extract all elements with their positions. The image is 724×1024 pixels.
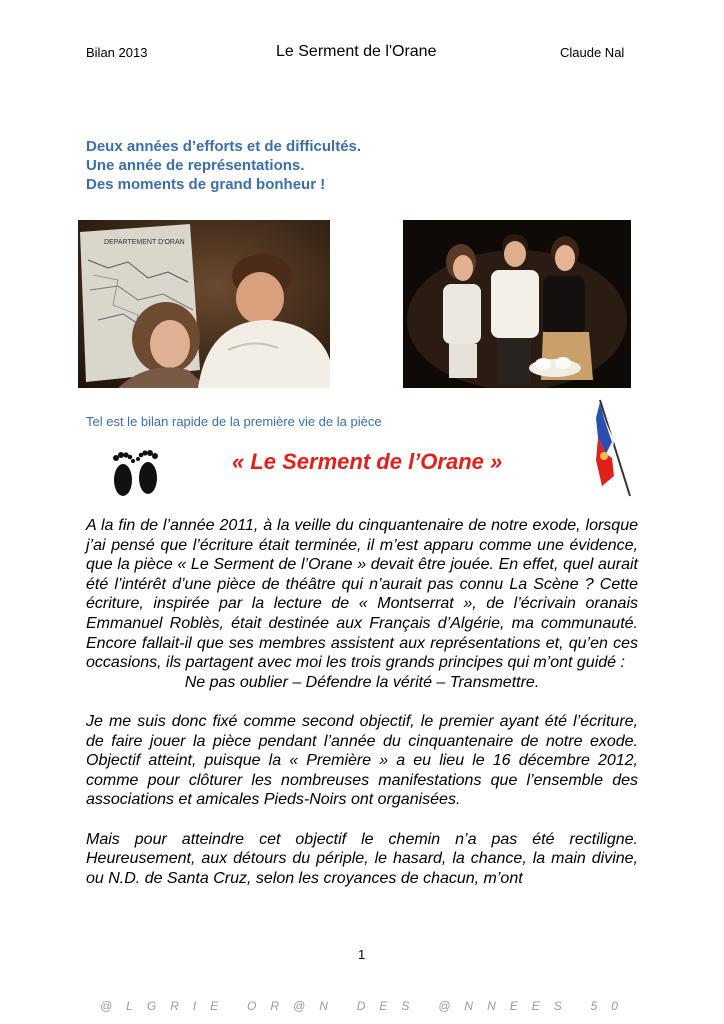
motto: Ne pas oublier – Défendre la vérité – Transmettre. — [184, 673, 540, 691]
footer-watermark — [100, 999, 632, 1013]
footprints-icon — [108, 444, 162, 500]
footer-word: @NNEES — [438, 999, 576, 1013]
header-author: Claude Nal — [560, 45, 625, 60]
headline: Une année de représentations. — [86, 157, 305, 174]
photo-actors-map-image — [78, 220, 330, 388]
body-text — [86, 516, 638, 908]
headline: Deux années d’efforts et de difficultés. — [86, 138, 362, 155]
footer-word: 50 — [590, 999, 632, 1013]
photo-three-actors — [403, 220, 631, 388]
play-title: « Le Serment de l’Orane » — [232, 449, 503, 474]
photo-actors-map — [78, 220, 330, 388]
page-number: 1 — [358, 947, 366, 962]
intro-text: Tel est le bilan rapide de la première vie de la pièce — [86, 414, 382, 429]
french-flag-icon — [592, 398, 636, 498]
header-title: Le Serment de l'Orane — [276, 43, 437, 60]
paragraph: Je me suis donc fixé comme second objectif, le premier ayant été l’écriture, de faire jouer la pièce pendant l’année du cinquantenaire de notre exode. Objectif atteint, puisque la « Première » a eu lieu le 16 décembre 2012, comme pour clôturer les nombreuses manifestations que l’ensemble des associations et amicales Pieds-Noirs ont organisées. — [86, 712, 638, 809]
footer-word: OR@N — [247, 999, 342, 1013]
paragraph-text: A la fin de l’année 2011, à la veille du cinquantenaire de notre exode, lorsque j’ai pensé que l’écriture était terminée, il m’est apparu comme une évidence, que la pièce « Le Serment de l’Orane » devait être jouée. En effet, quel aurait été l’intérêt d’une pièce de théâtre qui n’aurait pas connu La Scène ? Cette écriture, inspirée par la lecture de « Montserrat », de l’écrivain oranais Emmanuel Roblès, était destinée aux Français d’Algérie, ma communauté. Encore fallait-il que ses membres assistent aux représentations et, qu’en ces occasions, ils partagent avec moi les trois grands principes qui m’ont guidé : — [86, 517, 638, 672]
map-label: DEPARTEMENT D'ORAN — [104, 239, 185, 246]
headlines — [86, 137, 361, 194]
paragraph: Mais pour atteindre cet objectif le chemin n’a pas été rectiligne. Heureusement, aux détours du périple, le hasard, la chance, la main divine, ou N.D. de Santa Cruz, selon les croyances de chacun, m’ont — [86, 830, 638, 887]
header-left: Bilan 2013 — [86, 45, 148, 60]
photo-three-actors-image — [403, 220, 631, 388]
footer-word: DES — [356, 999, 424, 1013]
paragraph — [86, 516, 638, 692]
headline: Des moments de grand bonheur ! — [86, 176, 326, 193]
footer-word: @LGRIE — [100, 999, 233, 1013]
